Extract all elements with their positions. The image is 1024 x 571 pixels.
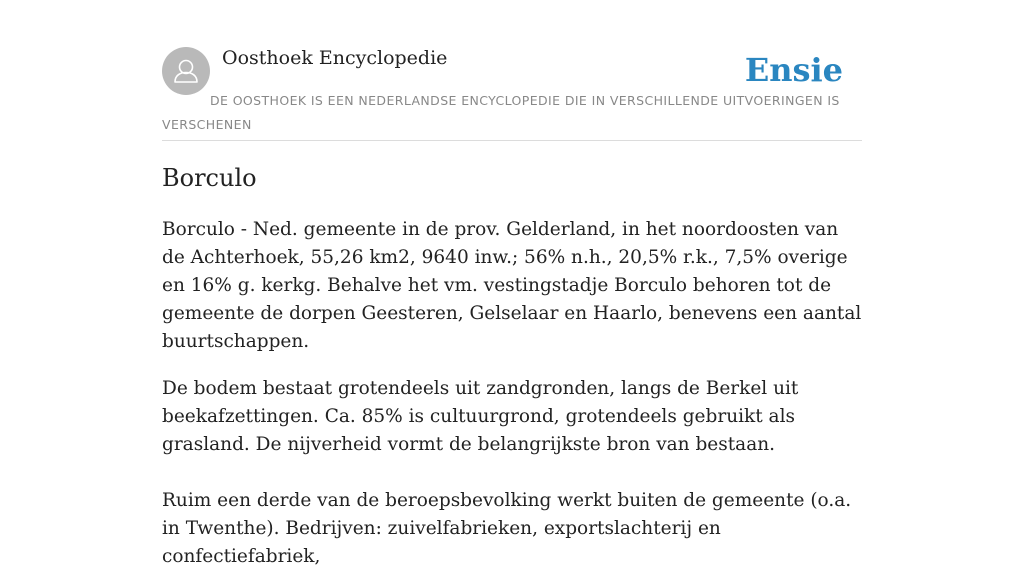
article-body <box>162 216 862 571</box>
article-title: Borculo <box>162 164 257 192</box>
article-paragraph: Borculo - Ned. gemeente in de prov. Gelderland, in het noordoosten van de Achterhoek, 55,26 km2, 9640 inw.; 56% n.h., 20,5% r.k., 7,5% overige en 16% g. kerkg. Behalve het vm. vestingstadje Borculo behoren tot de gemeente de dorpen Geesteren, Gelselaar en Haarlo, benevens een aantal buurtschappen. <box>162 219 862 352</box>
page <box>162 0 862 567</box>
article-paragraph: Ruim een derde van de beroepsbevolking werkt buiten de gemeente (o.a. in Twenthe). Bedrijven: zuivelfabrieken, exportslachterij en confectiefabriek, <box>162 490 852 567</box>
source-title[interactable]: Oosthoek Encyclopedie <box>222 47 448 69</box>
source-header <box>162 0 862 141</box>
source-description: DE OOSTHOEK IS EEN NEDERLANDSE ENCYCLOPEDIE DIE IN VERSCHILLENDE UITVOERINGEN IS VERSCHENEN <box>162 93 840 132</box>
ensie-logo-link[interactable]: Ensie <box>744 51 843 89</box>
article-paragraph: De bodem bestaat grotendeels uit zandgronden, langs de Berkel uit beekafzettingen. Ca. 85% is cultuurgrond, grotendeels gebruikt als grasland. De nijverheid vormt de belangrijkste bron van bestaan. <box>162 378 799 455</box>
user-avatar-icon[interactable] <box>162 47 210 95</box>
